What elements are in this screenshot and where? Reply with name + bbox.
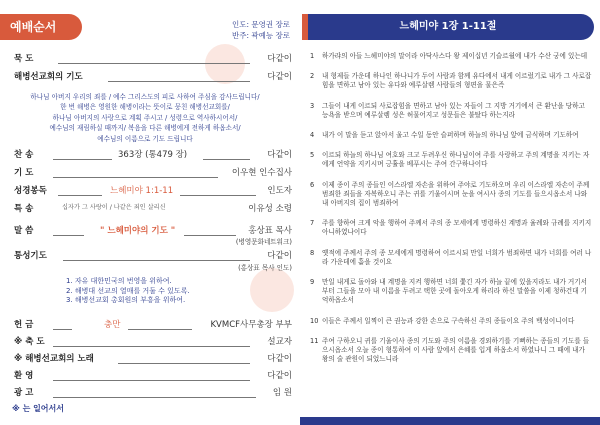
leader-info: 인도: 문영권 장로 — [231, 20, 290, 29]
prayer-topics — [66, 277, 190, 306]
row-right: 이우현 인수집사 — [231, 168, 292, 178]
order-row-group-prayer — [8, 249, 292, 263]
verse-item — [310, 337, 592, 365]
row-label: 해병선교회의 기도 — [14, 72, 83, 82]
accompanist-info: 반주: 곽예능 장로 — [231, 31, 290, 40]
verse-number: 1 — [310, 52, 315, 60]
order-row-prayer — [8, 166, 292, 180]
verse-number: 3 — [310, 101, 315, 110]
verse-text: 내가 이 말을 듣고 앉아서 울고 수일 동안 슬퍼하며 하늘의 하나님 앞에 금식하며 기도하여 — [322, 131, 579, 140]
row-leader-line — [128, 329, 192, 330]
verse-text: 주를 향하여 크게 악을 행하여 주께서 주의 종 모세에게 명령하신 계명과 율례와 규례를 지키지 아니하였나이다 — [322, 219, 592, 237]
order-title: 예배순서 — [0, 14, 82, 40]
row-label: 특 송 — [14, 204, 34, 214]
order-row-special-song — [8, 202, 292, 216]
verse-item — [310, 151, 592, 169]
confession-line: 하나님 아버지의 사랑으로 계획 주시고 / 성령으로 역사하시어서/ — [52, 113, 238, 122]
verse-text: 하가랴의 아들 느헤미야의 말이라 아닥사스다 왕 제이십년 기슬르월에 내가 수산 궁에 있는데 — [322, 52, 588, 60]
verse-text: 이제 종이 주의 종들인 이스라엘 자손을 위하여 주야로 기도하오며 우리 이스라엘 자손이 주께 범죄한 죄들을 자복하오니 주는 귀를 기울이시며 눈을 여시사 종의 기도를 들으시옵소서 나와 내 아버지의 집이 범죄하여 — [322, 180, 590, 208]
row-mid: 느헤미야 1:1-11 — [110, 186, 174, 196]
row-label: 통성기도 — [14, 251, 47, 261]
row-label: ※ 해병선교회의 노래 — [14, 354, 94, 364]
verse-item — [310, 72, 592, 90]
verse-number: 4 — [310, 131, 315, 140]
row-right: 홍상표 목사 — [248, 226, 292, 236]
verse-number: 6 — [310, 180, 315, 189]
order-row-mission-song — [8, 352, 292, 366]
verse-number: 11 — [310, 336, 319, 345]
verse-number: 10 — [310, 316, 319, 325]
verse-item — [310, 278, 592, 306]
verse-text: 옛적에 주께서 주의 종 모세에게 명령하여 이르시되 만일 너희가 범죄하면 내가 너희를 여러 나라 가운데에 흩을 것이요 — [322, 248, 592, 266]
order-row-benediction — [8, 335, 292, 349]
row-leader-line — [58, 63, 250, 64]
row-leader-line — [53, 329, 72, 330]
row-right: 임 원 — [272, 388, 292, 398]
order-row-silent-prayer — [8, 52, 292, 66]
order-row-mission-prayer — [8, 70, 292, 84]
row-label: 찬 송 — [14, 150, 34, 160]
verse-item — [310, 52, 592, 61]
row-right: 이유성 소령 — [248, 204, 292, 214]
verse-text: 내 형제들 가운데 하나인 하나니가 두어 사람과 함께 유다에서 내게 이르렀기로 내가 그 사로잡힘을 면하고 남아 있는 유다와 예루살렘 사람들의 형편을 물은즉 — [322, 72, 592, 90]
order-row-welcome — [8, 369, 292, 383]
verse-item — [310, 181, 592, 209]
row-leader-line — [108, 81, 250, 82]
row-right: 다같이 — [267, 150, 292, 160]
row-right: 설교자 — [267, 337, 292, 347]
verse-number: 9 — [310, 278, 315, 287]
standing-footnote: ※ 는 일어서서 — [12, 404, 64, 413]
row-mid: " 느헤미야의 기도 " — [100, 226, 176, 236]
row-label: 묵 도 — [14, 54, 34, 64]
row-leader-line — [53, 380, 250, 381]
row-label: 말 씀 — [14, 226, 34, 236]
confession-line: 예수님의 재림하실 때까지/ 복음을 다른 해병에게 전하게 하옵소서/ — [49, 124, 241, 133]
scripture-title: 느헤미야 1장 1-11절 — [302, 14, 594, 40]
bottom-bar — [300, 417, 600, 425]
verse-text: 주여 구하오니 귀를 기울이사 종의 기도와 주의 이름을 경외하기를 기뻐하는 종들의 기도를 들으시옵소서 오늘 종이 형통하여 이 사람 앞에서 은혜를 입게 하옵소서 하였나니 그 때에 내가 왕의 술 관원이 되었느니라 — [322, 336, 590, 364]
confession-line: 한 번 해병은 영원한 해병이라는 뜻이로 뭉친 해병선교회를/ — [60, 103, 230, 112]
row-leader-line — [118, 363, 250, 364]
row-mid: 충만 — [104, 320, 121, 330]
row-right: 인도자 — [267, 186, 292, 196]
row-right: KVMCF사무총장 부부 — [210, 320, 292, 330]
verse-text: 만일 내게로 돌아와 내 계명을 지켜 행하면 너희 쫓긴 자가 하늘 끝에 있을지라도 내가 거기서부터 그들을 모아 내 이름을 두려고 택한 곳에 돌아오게 하리라 하신 말씀을 이제 청하건대 기억하옵소서 — [322, 278, 588, 305]
row-mid: 십자가 그 사랑이 / 나같은 죄인 살리신 — [62, 204, 166, 211]
row-leader-line — [53, 177, 218, 178]
row-leader-line — [63, 260, 250, 261]
verse-item — [310, 317, 592, 326]
row-label: 성경봉독 — [14, 186, 47, 196]
verse-text: 이들은 주께서 일찍이 큰 권능과 강한 손으로 구속하신 주의 종들이요 주의 백성이니이다 — [322, 316, 575, 325]
row-right: 다같이 — [267, 54, 292, 64]
order-row-sermon-affil — [8, 236, 292, 250]
row-mid: 363장 (통479 장) — [118, 150, 188, 160]
order-row-scripture — [8, 184, 292, 198]
verse-number: 7 — [310, 219, 315, 228]
row-right: 다같이 — [267, 371, 292, 381]
verse-number: 8 — [310, 248, 315, 257]
row-right: 다같이 — [267, 251, 292, 261]
order-row-offering — [8, 318, 292, 332]
row-leader-line — [53, 346, 250, 347]
row-label: 환 영 — [14, 371, 34, 381]
order-row-hymn — [8, 148, 292, 162]
order-row-announcements — [8, 386, 292, 400]
prayer-topic: 3. 해병선교회 총회원의 부흥을 위하여. — [66, 296, 186, 304]
row-leader-line — [58, 195, 102, 196]
confession-line: 하나님 아버지 우리의 죄를 / 예수 그리스도의 피로 사하여 주심을 감사드립니다/ — [30, 93, 260, 101]
row-label: 광 고 — [14, 388, 34, 398]
prayer-topic: 1. 자유 대한민국의 번영을 위하여. — [66, 277, 172, 285]
confession-line: 예수님의 이름으로 기도 드립니다 — [97, 134, 193, 143]
scripture-page — [300, 0, 600, 425]
row-label: 헌 금 — [14, 320, 34, 330]
confession-prayer — [10, 92, 280, 144]
verse-item — [310, 102, 592, 120]
prayer-topic: 2. 해병대 선교의 열매를 거둘 수 있도록. — [66, 286, 190, 295]
verse-text: 이르되 하늘의 하나님 여호와 크고 두려우신 하나님이여 주를 사랑하고 주의 계명을 지키는 자에게 언약을 지키시며 긍휼을 베푸시는 주여 간구하나이다 — [322, 151, 590, 169]
row-right: (홍상표 목사 인도) — [238, 264, 292, 272]
row-label: ※ 축 도 — [14, 337, 45, 347]
order-row-group-prayer-leader — [8, 262, 292, 276]
verse-item — [310, 219, 592, 237]
scripture-title-accent — [302, 14, 308, 40]
row-leader-line — [53, 397, 256, 398]
verse-item — [310, 249, 592, 267]
verse-text: 그들이 내게 이르되 사로잡힘을 면하고 남아 있는 자들이 그 지방 거기에서 큰 환난을 당하고 능욕을 받으며 예루살렘 성은 허물어지고 성문들은 불탔다 하는지라 — [322, 101, 585, 119]
row-right: 다같이 — [267, 354, 292, 364]
row-leader-line — [203, 159, 250, 160]
verse-number: 5 — [310, 151, 315, 160]
verse-item — [310, 131, 592, 140]
row-leader-line — [53, 159, 112, 160]
row-label: 기 도 — [14, 168, 34, 178]
verse-list — [310, 52, 592, 375]
row-right: 다같이 — [267, 72, 292, 82]
row-right: (병영문화네트워크) — [235, 238, 292, 246]
verse-number: 2 — [310, 72, 315, 81]
row-leader-line — [180, 195, 256, 196]
